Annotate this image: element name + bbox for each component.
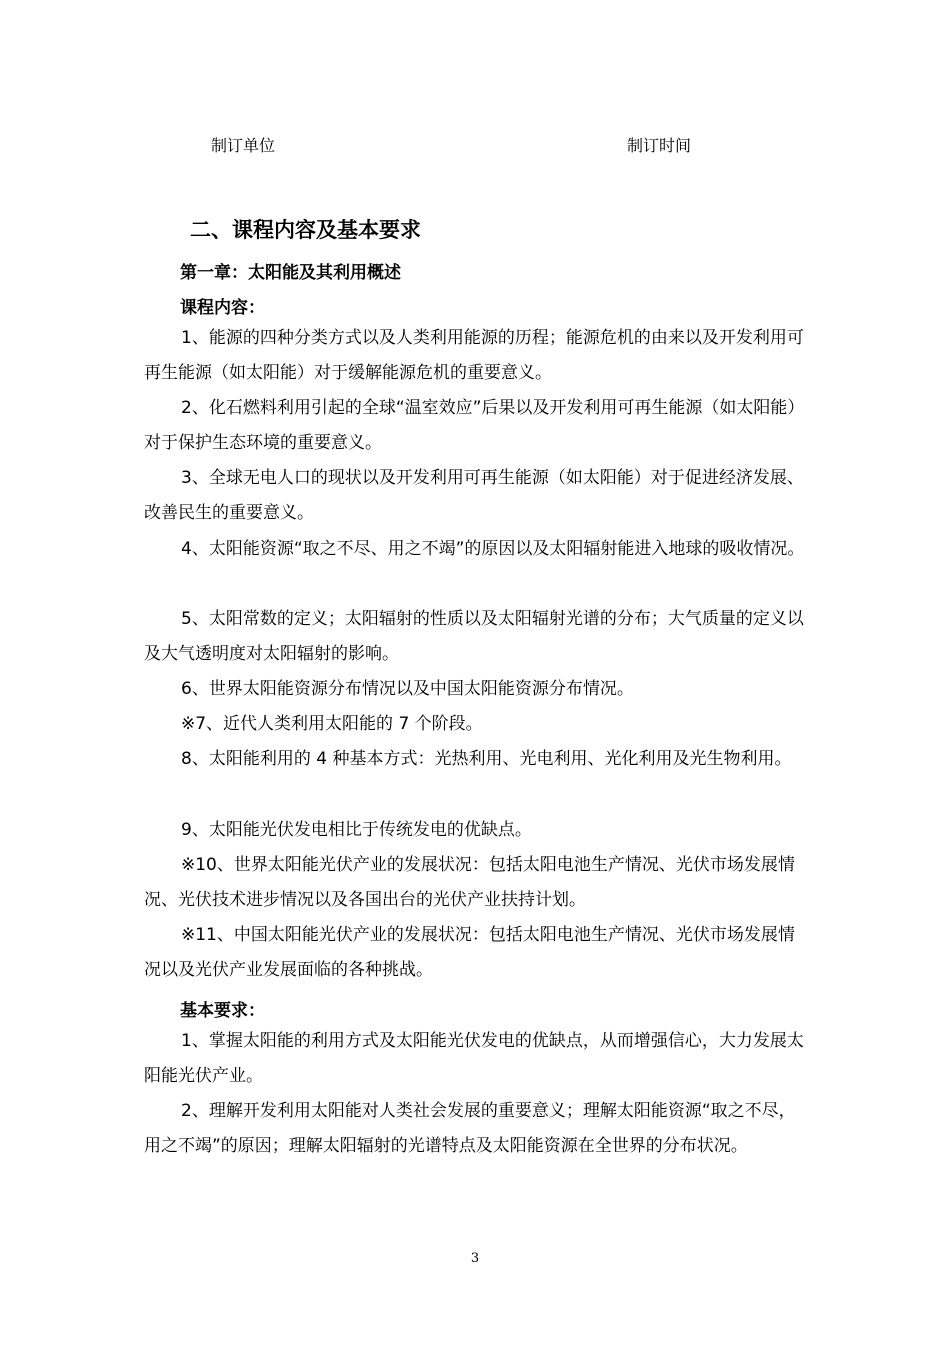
content-item: 6、世界太阳能资源分布情况以及中国太阳能资源分布情况。 (181, 679, 634, 699)
requirement-item: 1、掌握太阳能的利用方式及太阳能光伏发电的优缺点，从而增强信心，大力发展太阳能光伏产业。 (144, 1031, 804, 1086)
content-item: 3、全球无电人口的现状以及开发利用可再生能源（如太阳能）对于促进经济发展、改善民生的重要意义。 (144, 468, 804, 523)
content-item: ※11、中国太阳能光伏产业的发展状况：包括太阳电池生产情况、光伏市场发展情况以及光伏产业发展面临的各种挑战。 (144, 925, 795, 980)
content-item: 4、太阳能资源“取之不尽、用之不竭”的原因以及太阳辐射能进入地球的吸收情况。 (181, 539, 805, 559)
unit-label: 制订单位 (211, 136, 276, 155)
content-item: 5、太阳常数的定义；太阳辐射的性质以及太阳辐射光谱的分布；大气质量的定义以及大气透明度对太阳辐射的影响。 (144, 609, 804, 664)
requirement-item: 2、理解开发利用太阳能对人类社会发展的重要意义；理解太阳能资源“取之不尽，用之不竭”的原因；理解太阳辐射的光谱特点及太阳能资源在全世界的分布状况。 (144, 1101, 796, 1156)
content-item: 9、太阳能光伏发电相比于传统发电的优缺点。 (181, 820, 532, 840)
content-item: ※7、近代人类利用太阳能的 7 个阶段。 (181, 714, 483, 734)
requirements-heading: 基本要求： (180, 1001, 265, 1021)
content-item: 8、太阳能利用的 4 种基本方式：光热利用、光电利用、光化利用及光生物利用。 (181, 749, 792, 769)
time-label: 制订时间 (627, 136, 692, 155)
content-item: ※10、世界太阳能光伏产业的发展状况：包括太阳电池生产情况、光伏市场发展情况、光伏技术进步情况以及各国出台的光伏产业扶持计划。 (144, 855, 795, 910)
section-title: 二、课程内容及基本要求 (190, 218, 421, 242)
chapter-title: 第一章：太阳能及其利用概述 (180, 263, 401, 283)
content-item: 2、化石燃料利用引起的全球“温室效应”后果以及开发利用可再生能源（如太阳能）对于保护生态环境的重要意义。 (144, 398, 805, 453)
page-number: 3 (470, 1251, 480, 1266)
content-heading: 课程内容： (180, 298, 265, 318)
content-item: 1、能源的四种分类方式以及人类利用能源的历程；能源危机的由来以及开发利用可再生能源（如太阳能）对于缓解能源危机的重要意义。 (144, 328, 804, 383)
